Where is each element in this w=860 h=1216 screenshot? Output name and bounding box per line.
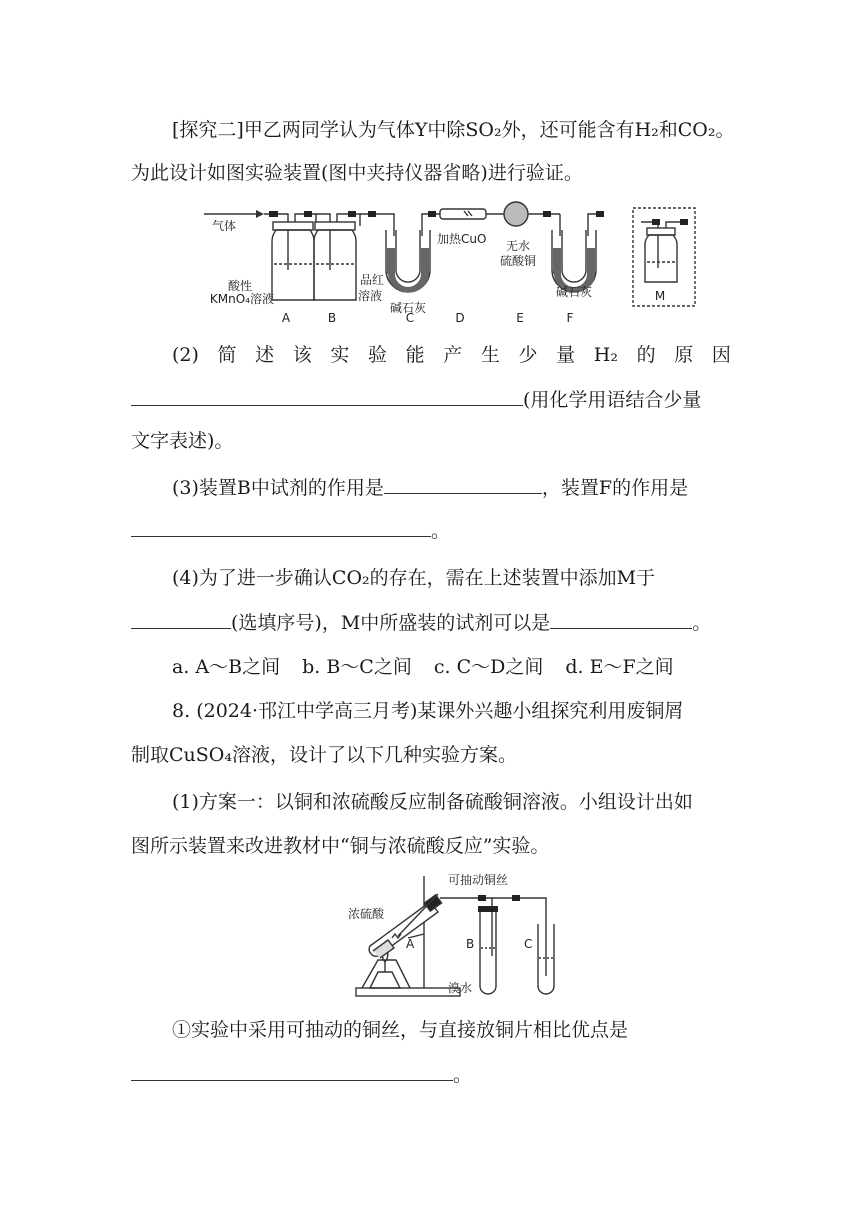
d-reagent-label: 加热CuO [437, 232, 487, 246]
intro-line-1: [探究二]甲乙两同学认为气体Y中除SO₂外，还可能含有H₂和CO₂。 [172, 119, 735, 141]
intro-line-2: 为此设计如图实验装置(图中夹持仪器省略)进行验证。 [131, 162, 583, 184]
test-tube-b [480, 910, 496, 994]
letter-b: B [327, 311, 337, 325]
f-reagent-label: 碱石灰 [556, 285, 593, 299]
answer-blank-2[interactable] [131, 385, 523, 406]
question-3-line-2: 。 [131, 516, 731, 544]
question-2-line-2: (用化学用语结合少量 [131, 385, 731, 413]
copper-wire-label: 可抽动铜丝 [448, 873, 509, 887]
question-8-line-2: 制取CuSO₄溶液，设计了以下几种实验方案。 [131, 744, 517, 766]
option-b: b. B～C之间 [302, 656, 412, 678]
drying-sphere-e [504, 202, 528, 226]
question-8-1-1-line-2: 。 [131, 1060, 731, 1088]
question-number: 8. [172, 700, 191, 722]
m-letter: M [654, 289, 666, 303]
answer-blank-4b[interactable] [550, 608, 692, 629]
letter-c: C [405, 311, 415, 325]
question-8-line-1: 8. (2024·邗江中学高三月考)某课外兴趣小组探究利用废铜屑 [172, 700, 684, 722]
question-3-line-1: (3)装置B中试剂的作用是 ，装置F的作用是 [172, 473, 731, 501]
bottle-b [314, 230, 356, 300]
e-reagent-label-1: 无水 [506, 239, 531, 253]
fig2-letter-b: B [466, 937, 475, 951]
option-d: d. E～F之间 [565, 656, 674, 678]
apparatus-diagram-1 [200, 200, 700, 328]
fig2-letter-c: C [524, 937, 533, 951]
question-4-line-1: (4)为了进一步确认CO₂的存在，需在上述装置中添加M于 [172, 567, 656, 589]
bottle-a [272, 230, 314, 300]
b-reagent-label-1: 品红 [360, 273, 385, 287]
question-2-line-3: 文字表述)。 [131, 430, 234, 452]
e-reagent-label-2: 硫酸铜 [500, 254, 537, 268]
answer-blank-3a[interactable] [384, 473, 542, 494]
answer-blank-8-1[interactable] [131, 1060, 453, 1081]
conc-acid-label: 浓硫酸 [348, 907, 385, 921]
gas-label: 气体 [212, 219, 237, 233]
c-reagent-label: 碱石灰 [390, 301, 427, 315]
apparatus-diagram-2 [340, 868, 570, 1002]
question-8-1-1-line-1: ①实验中采用可抽动的铜丝，与直接放铜片相比优点是 [172, 1019, 629, 1041]
a-reagent-label-2: KMnO₄溶液 [209, 292, 274, 306]
answer-blank-3b[interactable] [131, 516, 431, 537]
question-4-line-2: (选填序号)，M中所盛装的试剂可以是 。 [131, 608, 731, 636]
question-2-line-1: (2) 简 述 该 实 验 能 产 生 少 量 H₂ 的 原 因 [172, 344, 731, 366]
question-8-1-line-2: 图所示装置来改进教材中“铜与浓硫酸反应”实验。 [131, 835, 550, 857]
question-4-options [172, 654, 731, 680]
letter-e: E [516, 311, 524, 325]
option-c: c. C～D之间 [433, 656, 544, 678]
fig2-letter-a: A [406, 937, 415, 951]
letter-d: D [455, 311, 465, 325]
question-source: (2024·邗江中学高三月考) [196, 700, 418, 722]
answer-blank-4a[interactable] [131, 608, 231, 629]
letter-f: F [566, 311, 574, 325]
letter-a: A [281, 311, 291, 325]
bottle-m [645, 235, 677, 282]
alcohol-lamp [370, 972, 400, 988]
b-reagent-label-2: 溶液 [358, 289, 383, 303]
option-a: a. A～B之间 [172, 656, 281, 678]
a-reagent-label-1: 酸性 [227, 279, 252, 293]
cuo-tube-d [440, 209, 486, 219]
bromine-water-label: 溴水 [448, 981, 473, 995]
question-8-1-line-1: (1)方案一：以铜和浓硫酸反应制备硫酸铜溶液。小组设计出如 [172, 791, 693, 813]
stand-base [356, 988, 460, 996]
